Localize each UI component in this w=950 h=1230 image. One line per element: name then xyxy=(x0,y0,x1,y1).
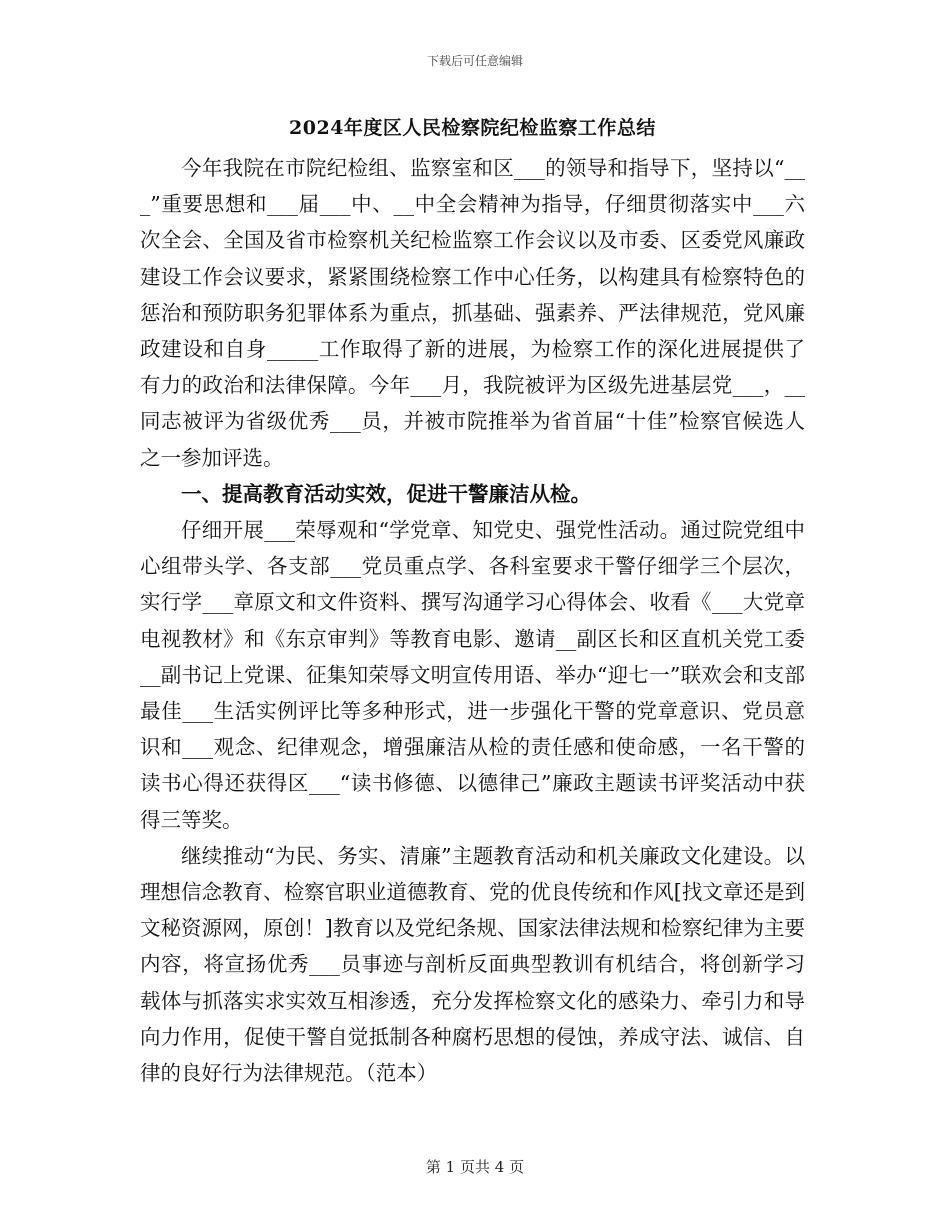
header-note: 下载后可任意编辑 xyxy=(426,54,523,68)
section-1-paragraph-2: 继续推动“为民、务实、清廉”主题教育活动和机关廉政文化建设。以理想信念教育、检察官职业道德教育、党的优良传统和作风[找文章还是到文秘资源网，原创！]教育以及党纪条规、国家法律法规和检察纪律为主要内容，将宣扬优秀___员事迹与剖析反面典型教训有机结合，将创新学习载体与抓落实求实效互相渗透，充分发挥检察文化的感染力、牵引力和导向力作用，促使干警自觉抵制各种腐朽思想的侵蚀，养成守法、诚信、自律的良好行为法律规范。（范本） xyxy=(140,843,805,1086)
page-number-footer: 第 1 页共 4 页 xyxy=(425,1158,525,1176)
document-title: 2024年度区人民检察院纪检监察工作总结 xyxy=(289,117,656,139)
document-body xyxy=(140,112,805,1091)
section-1-heading: 一、提高教育活动实效，促进干警廉洁从检。 xyxy=(181,481,591,506)
section-1-paragraph-1: 仔细开展___荣辱观和“学党章、知党史、强党性活动。通过院党组中心组带头学、各支部___党员重点学、各科室要求干警仔细学三个层次，实行学___章原文和文件资料、撰写沟通学习心得体会、收看《___大党章电视教材》和《东京审判》等教育电影、邀请__副区长和区直机关党工委__副书记上党课、征集知荣辱文明宣传用语、举办“迎七一”联欢会和支部最佳___生活实例评比等多种形式，进一步强化干警的党章意识、党员意识和___观念、纪律观念，增强廉洁从检的责任感和使命感，一名干警的读书心得还获得区___“读书修德、以德律己”廉政主题读书评奖活动中获得三等奖。 xyxy=(140,518,805,832)
intro-paragraph: 今年我院在市院纪检组、监察室和区___的领导和指导下，坚持以“___”重要思想和___届___中、__中全会精神为指导，仔细贯彻落实中___六次全会、全国及省市检察机关纪检监察工作会议以及市委、区委党风廉政建设工作会议要求，紧紧围绕检察工作中心任务，以构建具有检察特色的惩治和预防职务犯罪体系为重点，抓基础、强素养、严法律规范，党风廉政建设和自身_____工作取得了新的进展，为检察工作的深化进展提供了有力的政治和法律保障。今年___月，我院被评为区级先进基层党___，__同志被评为省级优秀___员，并被市院推举为省首届“十佳”检察官候选人之一参加评选。 xyxy=(140,156,805,470)
